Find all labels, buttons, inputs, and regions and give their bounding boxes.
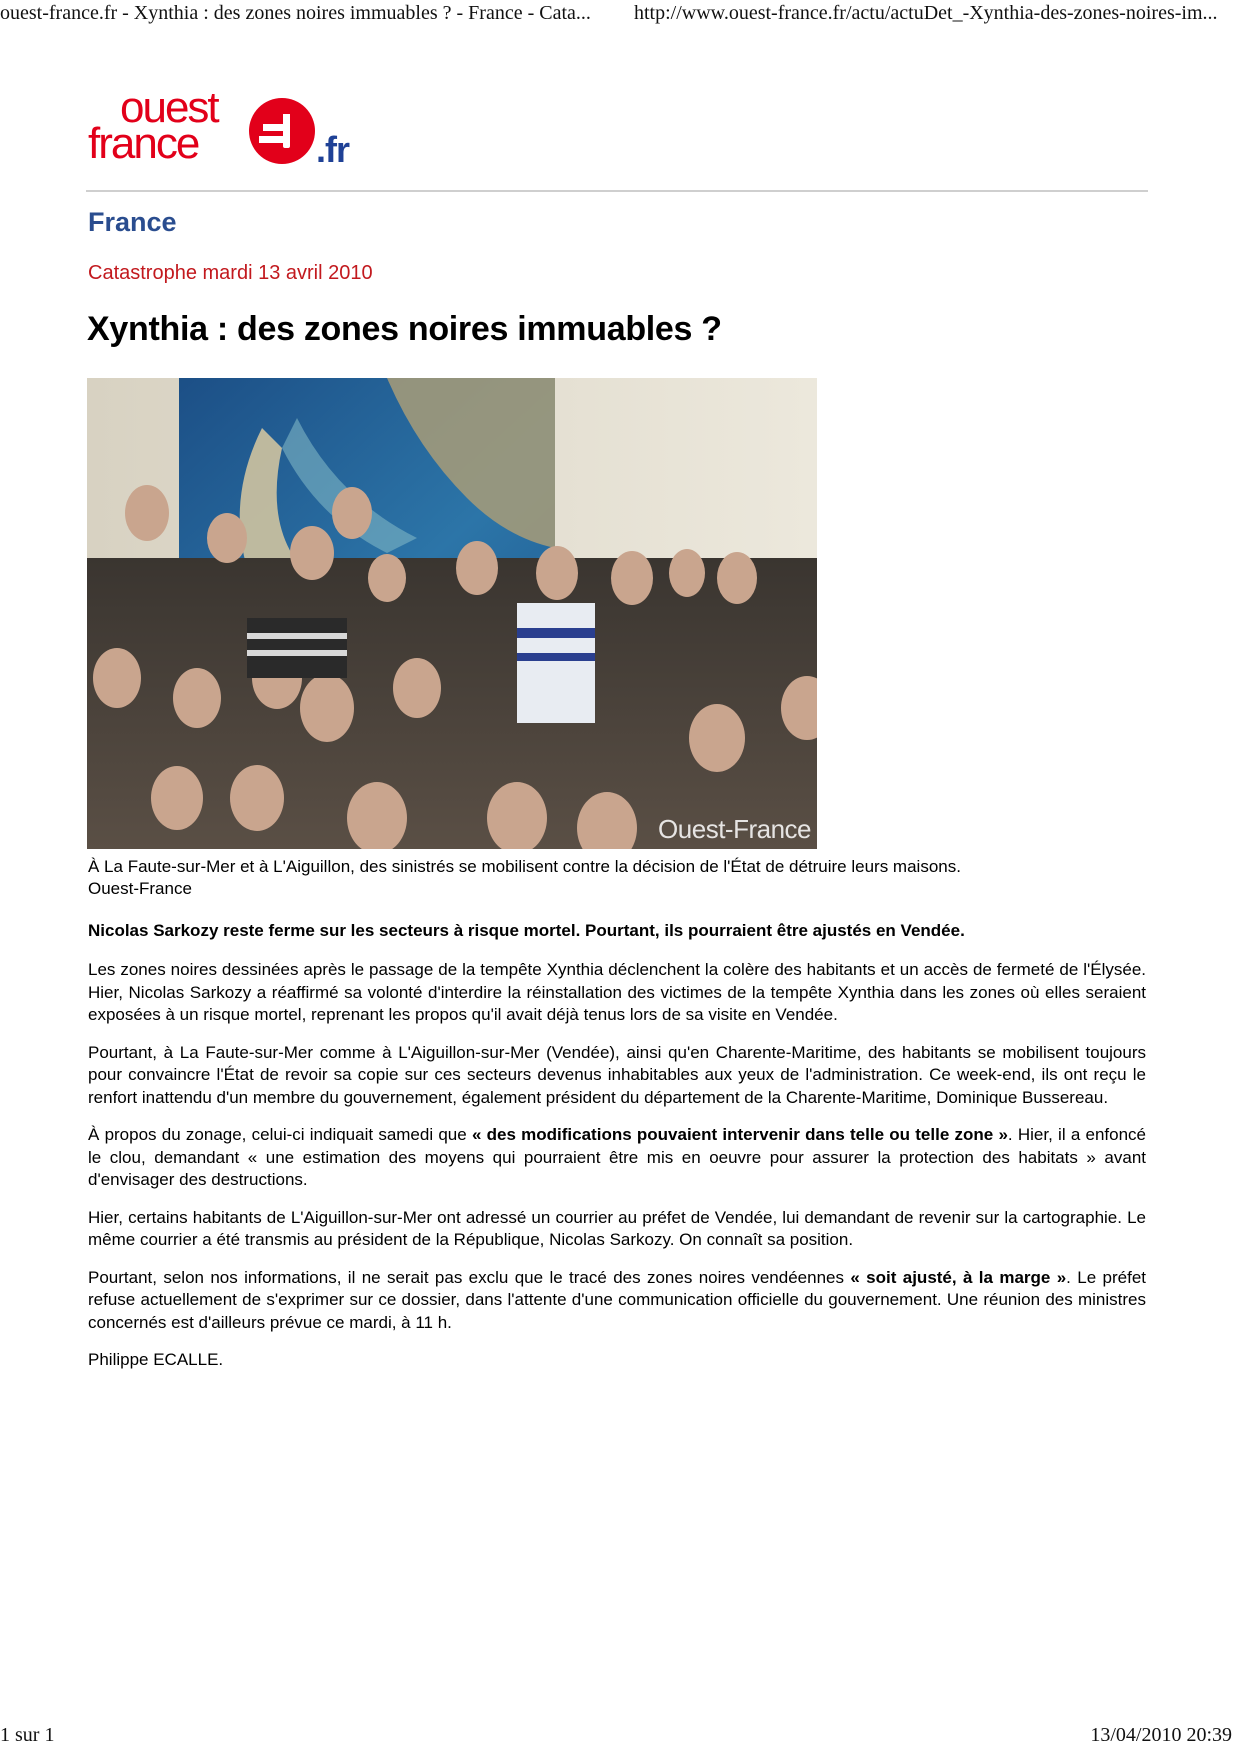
caption-credit: Ouest-France bbox=[88, 879, 192, 898]
ouest-france-logo[interactable] bbox=[88, 83, 358, 176]
article-author: Philippe ECALLE. bbox=[88, 1350, 224, 1369]
paragraph-3-text: À propos du zonage, celui-ci indiquait samedi que bbox=[88, 1125, 472, 1144]
paragraph-5-text: Pourtant, selon nos informations, il ne serait pas exclu que le tracé des zones noires vendéennes bbox=[88, 1267, 851, 1287]
photo-caption bbox=[88, 856, 1168, 900]
print-header bbox=[0, 2, 1240, 32]
paragraph-3 bbox=[88, 1124, 1146, 1192]
paragraph-5-text-end: . Le préfet refuse actuellement de s'exprimer sur ce dossier, dans l'attente d'une communication officielle du gouvernement. Une réunion des ministres concernés est d'ailleurs prévue ce mardi, à 11 h. bbox=[88, 1267, 1146, 1332]
logo-word-france: france bbox=[88, 119, 199, 168]
article-title: Xynthia : des zones noires immuables ? bbox=[87, 310, 722, 348]
print-datetime: 13/04/2010 20:39 bbox=[1090, 1724, 1232, 1746]
print-page-title: ouest-france.fr - Xynthia : des zones noires immuables ? - France - Cata... bbox=[0, 2, 591, 24]
article-body bbox=[88, 959, 1146, 1387]
article-photo bbox=[87, 378, 817, 849]
header-divider bbox=[86, 190, 1148, 192]
caption-text: À La Faute-sur-Mer et à L'Aiguillon, des sinistrés se mobilisent contre la décision de l'État de détruire leurs maisons. bbox=[88, 857, 961, 876]
photo-watermark: Ouest-France bbox=[658, 814, 811, 844]
paragraph-1: Les zones noires dessinées après le passage de la tempête Xynthia déclenchent la colère des habitants et un accès de fermeté de l'Élysée. Hier, Nicolas Sarkozy a réaffirmé sa volonté d'interdire la réinstallation des victimes de la tempête Xynthia dans les zones où elles seraient exposées à un risque mortel, reprenant les propos qu'il avait déjà tenus lors de sa visite en Vendée. bbox=[88, 960, 1146, 1024]
paragraph-4: Hier, certains habitants de L'Aiguillon-sur-Mer ont adressé un courrier au préfet de Vendée, lui demandant de revenir sur la cartographie. Le même courrier a été transmis au président de la République, Nicolas Sarkozy. On connaît sa position. bbox=[88, 1207, 1146, 1249]
logo-word-ouest: ouest bbox=[120, 83, 218, 132]
paragraph-2: Pourtant, à La Faute-sur-Mer comme à L'Aiguillon-sur-Mer (Vendée), ainsi qu'en Charente-Maritime, des habitants se mobilisent toujours pour convaincre l'État de revoir sa copie sur ces secteurs devenus inhabitables aux yeux de l'administration. Ce week-end, ils ont reçu le renfort inattendu d'un membre du gouvernement, également président du département de la Charente-Maritime, Dominique Bussereau. bbox=[88, 1042, 1146, 1107]
print-url: http://www.ouest-france.fr/actu/actuDet_-Xynthia-des-zones-noires-im... bbox=[634, 2, 1218, 24]
paragraph-5-quote: « soit ajusté, à la marge » bbox=[850, 1267, 1067, 1287]
paragraph-3-quote: « des modifications pouvaient intervenir dans telle ou telle zone » bbox=[471, 1125, 1008, 1144]
paragraph-3-text-end: . Hier, il a enfoncé le clou, demandant « une estimation des moyens qui pourraient être mis en oeuvre pour assurer la protection des habitats » avant d'envisager des destructions. bbox=[88, 1125, 1147, 1189]
print-footer bbox=[0, 1724, 1240, 1750]
article-lead: Nicolas Sarkozy reste ferme sur les secteurs à risque mortel. Pourtant, ils pourraient être ajustés en Vendée. bbox=[88, 921, 965, 940]
print-page-count: 1 sur 1 bbox=[0, 1724, 55, 1746]
logo-tld: .fr bbox=[316, 129, 349, 170]
article-kicker-date: Catastrophe mardi 13 avril 2010 bbox=[88, 262, 373, 284]
paragraph-5 bbox=[88, 1267, 1146, 1335]
logo-emblem-icon bbox=[249, 98, 315, 164]
section-label[interactable]: France bbox=[88, 207, 177, 237]
photo-image-icon bbox=[87, 378, 817, 849]
